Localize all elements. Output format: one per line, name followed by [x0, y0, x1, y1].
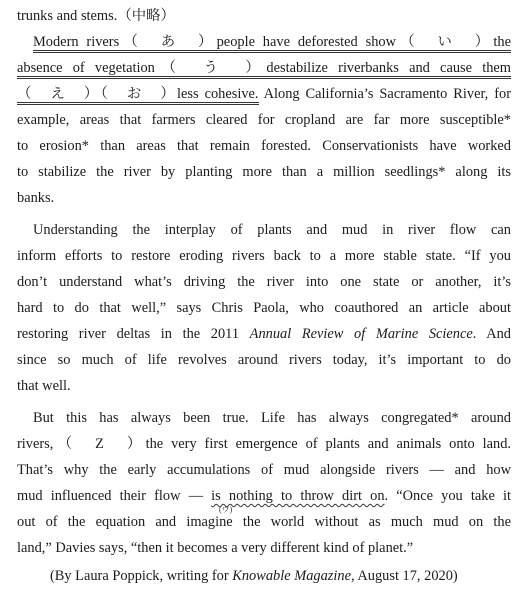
text-line [17, 484, 511, 508]
sentence-text: restoring river deltas in the 2011 [17, 326, 250, 342]
magazine-title: Knowable Magazine [232, 568, 351, 584]
text-line: example, areas that farmers cleared for cropland are far more susceptible* [17, 112, 511, 128]
text-line: But this has always been true. Life has always congregated* around [33, 410, 511, 426]
text-line: Understanding the interplay of plants and mud in river flow can [33, 222, 511, 238]
text-line: don’t understand what’s driving the river into one state or another, it’s [17, 274, 511, 290]
sentence-text: . “Once you take it [384, 488, 511, 504]
text-line: land,” Davies says, “then it becomes a very different kind of planet.” [17, 540, 414, 556]
sentence-text: mud influenced their flow — [17, 488, 212, 504]
text-line [17, 56, 511, 80]
source-credit [50, 564, 458, 588]
underlined-question-sentence: （ え ）（ お ）less cohesive. [17, 86, 259, 105]
question-marker: (ウ) [219, 505, 233, 514]
text-line: hard to do that well,” says Chris Paola, who coauthored an article about [17, 300, 511, 316]
credit-text: , August 17, 2020) [350, 568, 458, 584]
text-line: to stabilize the river by planting more than a million seedlings* along its [17, 164, 511, 180]
text-line: since so much of life revolves around rivers today, it’s important to do [17, 352, 511, 368]
text-line: inform efforts to restore eroding rivers back to a more stable state. “If you [17, 248, 511, 264]
journal-title: Annual Review of Marine Science [249, 326, 473, 342]
credit-text: (By Laura Poppick, writing for [50, 568, 233, 584]
underlined-question-sentence: absence of vegetation（ う ）destabilize riverbanks and cause them [17, 60, 511, 79]
text-line [17, 322, 511, 346]
text-line: to erosion* than areas that remain forested. Conservationists have worked [17, 138, 511, 154]
wavy-underlined-phrase: is nothing to throw dirt on [211, 488, 385, 504]
underlined-question-sentence: Modern rivers（ あ ）people have deforested show（ い ）the [33, 34, 511, 53]
text-line: that well. [17, 378, 71, 394]
text-line: out of the equation and imagine the world without as much mud on the [17, 514, 511, 530]
text-line [33, 30, 511, 54]
text-line: banks. [17, 190, 55, 206]
sentence-text: Along California’s Sacramento River, for [258, 86, 511, 102]
text-line: rivers,（ Z ）the very first emergence of plants and animals onto land. [17, 436, 511, 452]
text-line [17, 82, 511, 106]
text-line: trunks and stems.（中略） [17, 8, 175, 24]
text-line: That’s why the early accumulations of mud alongside rivers — and how [17, 462, 511, 478]
sentence-text: . And [472, 326, 511, 342]
